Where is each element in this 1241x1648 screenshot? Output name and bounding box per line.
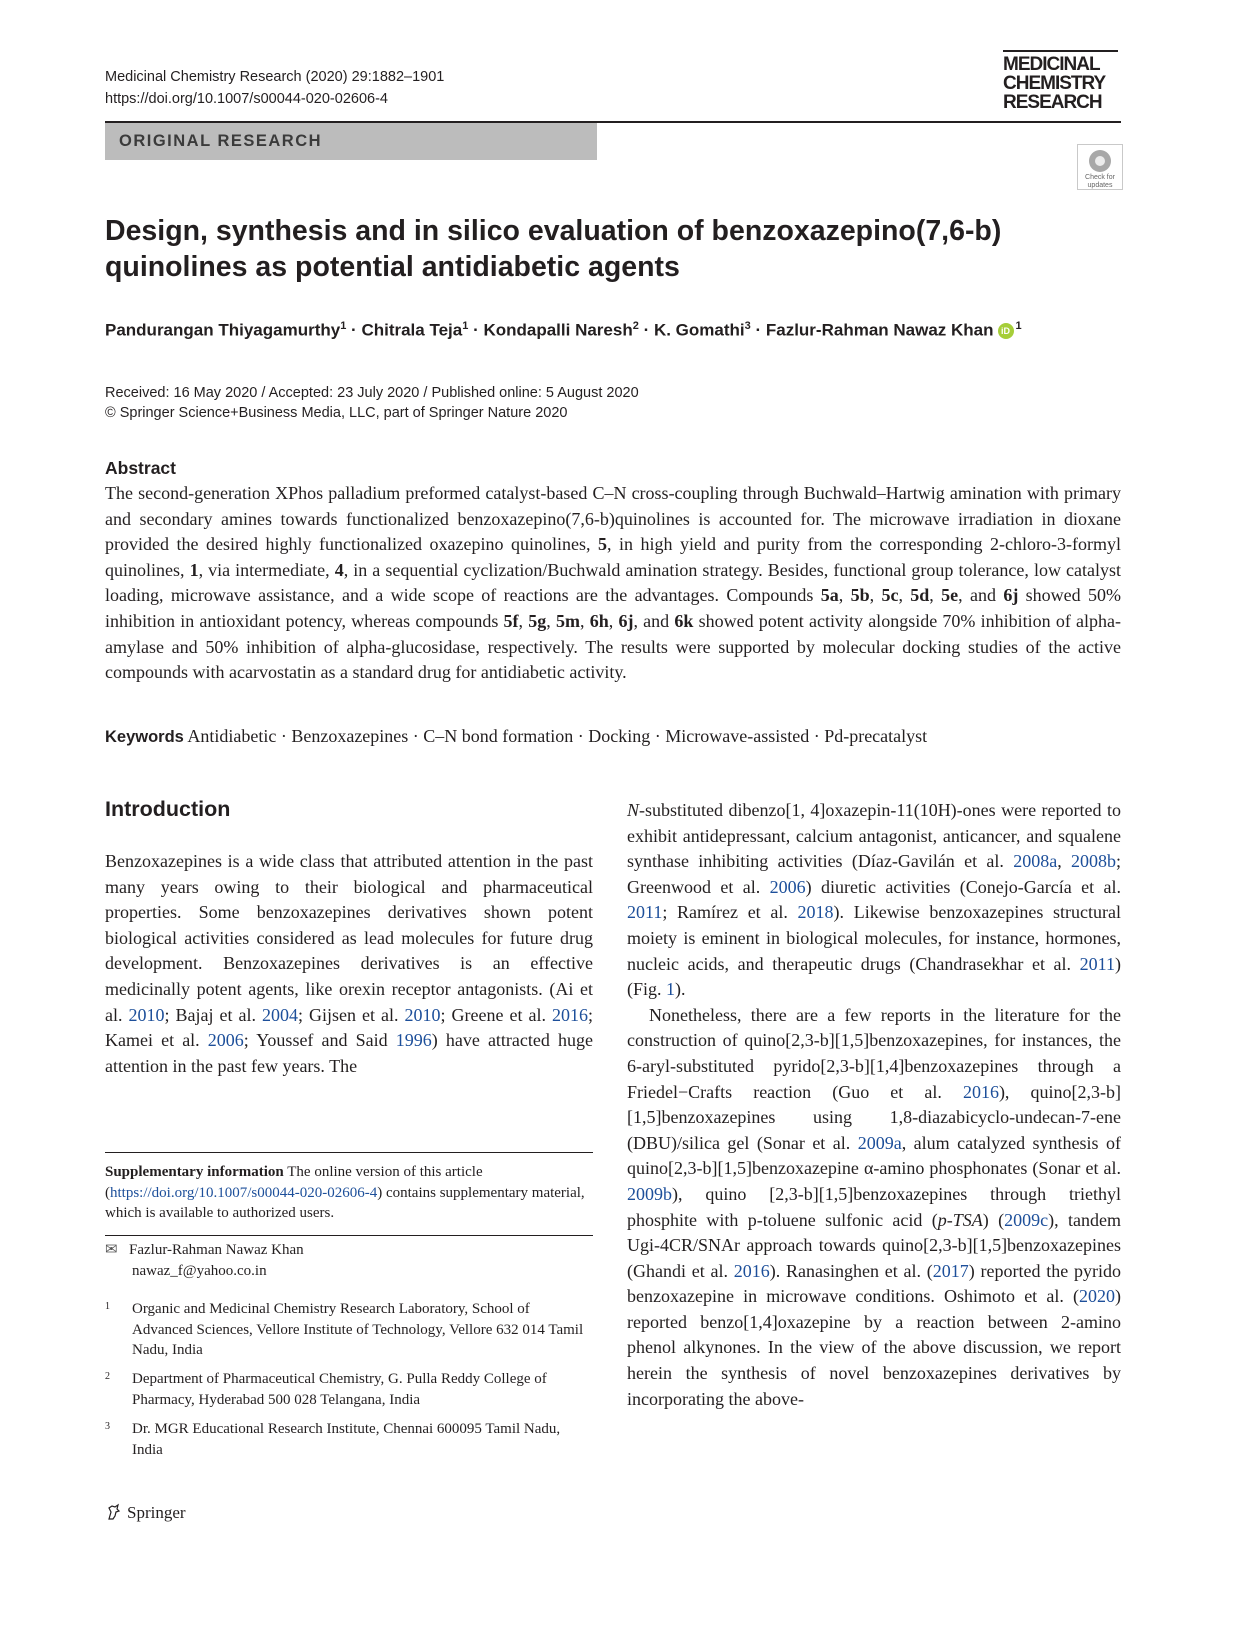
corresponding-author-email[interactable]: nawaz_f@yahoo.co.in xyxy=(132,1262,267,1279)
envelope-icon: ✉ xyxy=(105,1242,118,1258)
citation-link[interactable]: 2008a xyxy=(1013,851,1058,872)
intro-paragraph-1-continued: N-substituted dibenzo[1, 4]oxazepin-11(10H)-ones were reported to exhibit antidepressant, calcium antagonist, anticancer, and squalene synthase inhibiting activities (Díaz-Gavilán et al. 2008a, 2008b; Greenwood et al. 2006) diuretic activities (Conejo-García et al. 2011; Ramírez et al. 2018). Likewise benzoxazepines structural moiety is eminent in biological molecules, for instance, hormones, nucleic acids, and therapeutic drugs (Chandrasekhar et al. 2011) (Fig. 1). xyxy=(627,800,1121,1000)
citation-link[interactable]: 2004 xyxy=(262,1004,298,1025)
check-updates-icon xyxy=(1089,150,1111,172)
citation-link[interactable]: 2010 xyxy=(404,1004,441,1025)
citation-link[interactable]: 2016 xyxy=(733,1260,770,1281)
citation-link[interactable]: 2011 xyxy=(627,902,663,923)
citation-link[interactable]: 2016 xyxy=(962,1081,999,1102)
intro-paragraph-2: Nonetheless, there are a few reports in the literature for the construction of quino[2,3-b][1,5]benzoxazepines, for instances, the 6-aryl-substituted pyrido[2,3-b][1,4]benzoxazepines through a Friedel−Crafts reaction (Guo et al. 2016), quino[2,3-b][1,5]benzoxazepines using 1,8-diazabicyclo-undecan-7-ene (DBU)/silica gel (Sonar et al. 2009a, alum catalyzed synthesis of quino[2,3-b][1,5]benzoxazepine α-amino phosphonates (Sonar et al. 2009b), quino [2,3-b][1,5]benzoxazepines through triethyl phosphite with p-toluene sulfonic acid (p-TSA) (2009c), tandem Ugi-4CR/SNAr approach towards quino[2,3-b][1,5]benzoxazepines (Ghandi et al. 2016). Ranasinghen et al. (2017) reported the pyrido benzoxazepine in microwave conditions. Oshimoto et al. (2020) reported benzo[1,4]oxazepine by a reaction between 2-amino phenol alkynones. In the view of the above discussion, we report herein the synthesis of novel benzoxazepines derivatives by incorporating the above- xyxy=(627,1004,1122,1409)
author-name[interactable]: Chitrala Teja xyxy=(361,320,463,340)
citation-link[interactable]: 2009c xyxy=(1004,1209,1049,1230)
author-name[interactable]: K. Gomathi xyxy=(653,320,745,340)
author-name[interactable]: Fazlur-Rahman Nawaz Khan xyxy=(765,320,994,340)
footnote-divider xyxy=(105,1235,593,1236)
springer-horse-icon xyxy=(105,1503,123,1521)
citation-link[interactable]: 2011 xyxy=(1079,953,1115,974)
article-title: Design, synthesis and in silico evaluation of benzoxazepino(7,6-b) quinolines as potential antidiabetic agents xyxy=(105,215,1002,283)
affiliation-2: 2 Department of Pharmaceutical Chemistry, G. Pulla Reddy College of Pharmacy, Hyderabad 500 028 Telangana, India xyxy=(105,1371,547,1408)
citation-link[interactable]: 2020 xyxy=(1079,1286,1115,1307)
supplementary-link[interactable]: https://doi.org/10.1007/s00044-020-02606-4 xyxy=(110,1184,378,1201)
intro-paragraph-1: Benzoxazepines is a wide class that attributed attention in the past many years owing to their biological and pharmaceutical properties. Some benzoxazepines derivatives shown potent biological activities considered as lead molecules for future drug development. Benzoxazepines derivatives is an effective medicinally potent agents, like orexin receptor antagonists. (Ai et al. 2010; Bajaj et al. 2004; Gijsen et al. 2010; Greene et al. 2016; Kamei et al. 2006; Youssef and Said 1996) have attracted huge attention in the past few years. The xyxy=(105,851,593,1076)
introduction-heading: Introduction xyxy=(105,797,231,821)
author-name[interactable]: Kondapalli Naresh xyxy=(483,320,633,340)
intro-right-column xyxy=(627,798,1121,1412)
orcid-icon[interactable]: iD xyxy=(998,323,1014,339)
author-name[interactable]: Pandurangan Thiyagamurthy xyxy=(105,320,341,340)
citation-link[interactable]: 2008b xyxy=(1070,851,1116,872)
supplementary-information: Supplementary information The online version of this article (https://doi.org/10.1007/s00044-020-02606-4) contains supplementary material, which is available to authorized users. xyxy=(105,1164,585,1221)
author-list: Pandurangan Thiyagamurthy$^1$ · Chitrala Teja$^1$ · Kondapalli Naresh$^2$ · K. Gomathi$^3$ · Fazlur-Rahman Nawaz Khan iD $^1$ xyxy=(105,320,1022,340)
corresponding-author-name: Fazlur-Rahman Nawaz Khan xyxy=(129,1242,304,1258)
abstract-heading: Abstract xyxy=(105,458,176,478)
affiliation-3: 3 Dr. MGR Educational Research Institute, Chennai 600095 Tamil Nadu, India xyxy=(105,1421,561,1458)
publication-dates: Received: 16 May 2020 / Accepted: 23 July 2020 / Published online: 5 August 2020 © Springer Science+Business Media, LLC, part of Springer Nature 2020 xyxy=(105,385,639,421)
journal-logo: MEDICINAL CHEMISTRY RESEARCH xyxy=(1003,50,1118,112)
corresponding-author xyxy=(105,1240,304,1281)
citation-link[interactable]: 2009a xyxy=(857,1132,902,1153)
abstract-text: The second-generation XPhos palladium preformed catalyst-based C–N cross-coupling through Buchwald–Hartwig amination with primary and secondary amines towards functionalized benzoxazepino(7,6-b)quinolines is accounted for. The microwave irradiation in dioxane provided the desired highly functionalized oxazepino quinolines, 5, in high yield and purity from the corresponding 2-chloro-3-formyl quinolines, 1, via intermediate, 4, in a sequential cyclization/Buchwald amination strategy. Besides, functional group tolerance, low catalyst loading, microwave assistance, and a wide scope of reactions are the advantages. Compounds 5a, 5b, 5c, 5d, 5e, and 6j showed 50% inhibition in antioxidant potency, whereas compounds 5f, 5g, 5m, 6h, 6j, and 6k showed potent activity alongside 70% inhibition of alpha-amylase and 50% inhibition of alpha-glucosidase, respectively. The results were supported by molecular docking studies of the active compounds with acarvostatin as a standard drug for antidiabetic activity. xyxy=(105,483,1122,683)
citation-link[interactable]: 2009b xyxy=(627,1183,672,1204)
citation-link[interactable]: 1996 xyxy=(395,1030,432,1051)
journal-citation: Medicinal Chemistry Research (2020) 29:1882–1901 xyxy=(105,69,445,85)
check-for-updates-button[interactable]: Check for updates xyxy=(1077,144,1123,190)
figure-link[interactable]: 1 xyxy=(666,979,676,1000)
citation-link[interactable]: 2010 xyxy=(128,1004,165,1025)
citation-link[interactable]: 2018 xyxy=(797,902,834,923)
citation-link[interactable]: 2017 xyxy=(932,1260,969,1281)
article-type-banner: ORIGINAL RESEARCH xyxy=(105,123,597,160)
springer-footer xyxy=(105,1503,186,1523)
doi-link[interactable]: https://doi.org/10.1007/s00044-020-02606-4 xyxy=(105,91,388,107)
keywords-label: Keywords xyxy=(105,728,184,746)
citation-link[interactable]: 2006 xyxy=(207,1030,244,1051)
keywords-list: Antidiabetic · Benzoxazepines · C–N bond formation · Docking · Microwave-assisted · Pd-precatalyst xyxy=(187,726,928,746)
publisher-name: Springer xyxy=(127,1503,186,1522)
footnote-divider xyxy=(105,1152,593,1153)
affiliation-1: 1 Organic and Medicinal Chemistry Research Laboratory, School of Advanced Sciences, Vellore Institute of Technology, Vellore 632 014 Tamil Nadu, India xyxy=(105,1301,584,1358)
citation-link[interactable]: 2006 xyxy=(769,876,806,897)
citation-link[interactable]: 2016 xyxy=(551,1004,588,1025)
keywords xyxy=(105,726,927,747)
journal-info xyxy=(105,66,444,110)
